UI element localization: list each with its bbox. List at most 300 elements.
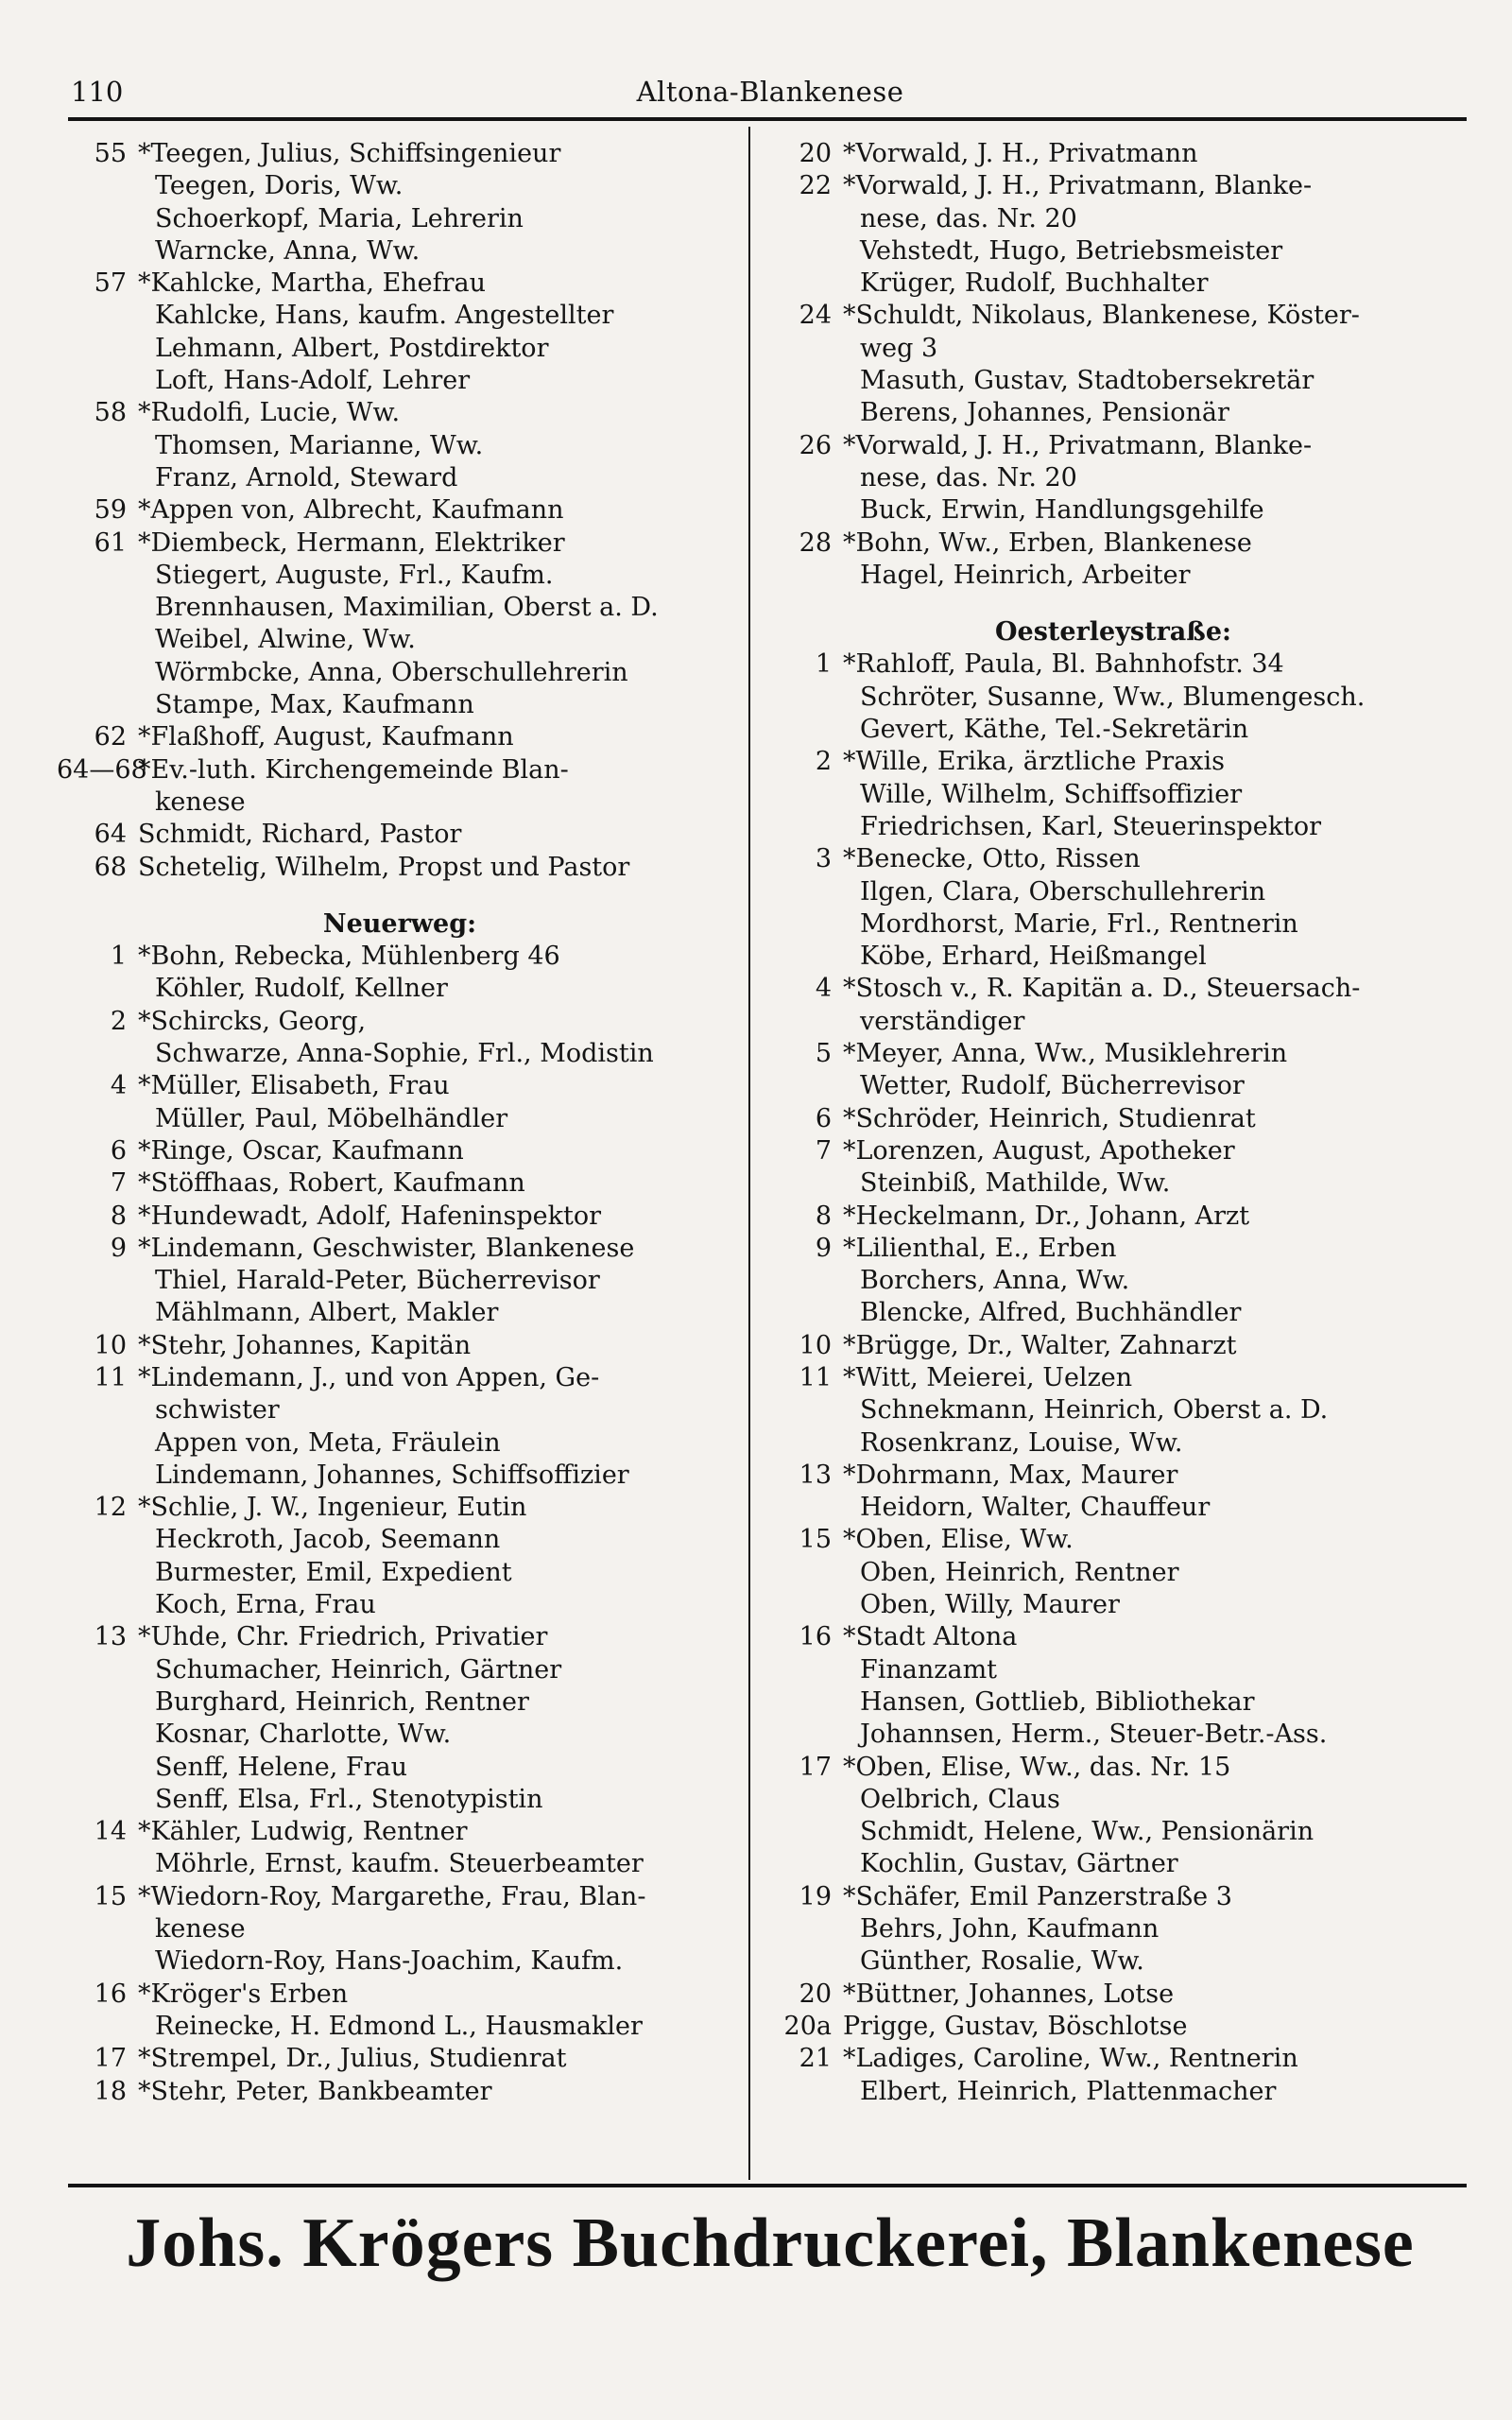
resident-text: Berens, Johannes, Pensionär	[860, 398, 1229, 428]
resident-entry	[764, 1945, 1463, 1978]
resident-text: Oben, Willy, Maurer	[860, 1590, 1120, 1620]
resident-text: Ilgen, Clara, Oberschullehrerin	[860, 876, 1266, 907]
house-number: 14	[94, 1817, 127, 1847]
house-entry	[764, 2043, 1463, 2075]
resident-text: weg 3	[860, 333, 938, 363]
house-number: 13	[799, 1460, 832, 1490]
house-number: 62	[94, 722, 127, 752]
resident-text: Finanzamt	[860, 1654, 998, 1685]
resident-entry	[57, 1913, 743, 1945]
resident-entry	[764, 1070, 1463, 1102]
resident-text: Schoerkopf, Maria, Lehrerin	[155, 203, 524, 233]
house-entry	[57, 754, 743, 786]
house-entry	[764, 1103, 1463, 1135]
street-name: Neuerweg:	[322, 908, 477, 939]
street-heading	[764, 613, 1463, 648]
resident-entry	[764, 941, 1463, 973]
resident-text: Friedrichsen, Karl, Steuerinspektor	[860, 811, 1322, 841]
resident-text: Wiedorn-Roy, Hans-Joachim, Kaufm.	[155, 1946, 624, 1977]
resident-entry	[57, 300, 743, 332]
resident-entry	[57, 365, 743, 397]
resident-text: *Dohrmann, Max, Maurer	[843, 1460, 1178, 1490]
resident-text: *Müller, Elisabeth, Frau	[138, 1071, 450, 1101]
resident-entry	[57, 203, 743, 235]
resident-text: Lehmann, Albert, Postdirektor	[155, 333, 549, 363]
resident-text: Köbe, Erhard, Heißmangel	[860, 942, 1207, 972]
resident-text: Stiegert, Auguste, Frl., Kaufm.	[155, 560, 554, 590]
resident-entry	[57, 1589, 743, 1621]
house-entry	[57, 1979, 743, 2011]
house-number: 61	[94, 527, 127, 558]
resident-entry	[764, 1816, 1463, 1848]
section-gap	[764, 592, 1463, 613]
resident-text: *Kahlcke, Martha, Ehefrau	[138, 268, 487, 299]
house-entry	[764, 1979, 1463, 2011]
resident-text: *Flaßhoff, August, Kaufmann	[138, 722, 514, 752]
resident-text: Burmester, Emil, Expedient	[155, 1557, 512, 1587]
resident-text: Günther, Rosalie, Ww.	[860, 1946, 1144, 1977]
resident-text: Schmidt, Helene, Ww., Pensionärin	[860, 1817, 1314, 1847]
house-number: 15	[799, 1525, 832, 1555]
resident-entry	[764, 1006, 1463, 1038]
house-entry	[764, 170, 1463, 202]
resident-text: *Schlie, J. W., Ingenieur, Eutin	[138, 1493, 527, 1523]
house-entry	[57, 1816, 743, 1848]
resident-text: *Stosch v., R. Kapitän a. D., Steuersach-	[843, 974, 1361, 1004]
resident-text: Schumacher, Heinrich, Gärtner	[155, 1654, 562, 1685]
resident-entry	[57, 462, 743, 494]
resident-entry	[764, 397, 1463, 429]
resident-text: Thomsen, Marianne, Ww.	[155, 430, 484, 460]
resident-entry	[57, 973, 743, 1005]
resident-entry	[764, 779, 1463, 811]
house-number: 3	[815, 844, 832, 874]
house-entry	[764, 527, 1463, 560]
house-number: 1	[110, 942, 127, 972]
resident-text: *Lorenzen, August, Apotheker	[843, 1135, 1235, 1166]
house-entry	[57, 1233, 743, 1265]
resident-text: *Heckelmann, Dr., Johann, Arzt	[843, 1201, 1250, 1231]
house-entry	[764, 1524, 1463, 1556]
house-entry	[764, 648, 1463, 681]
house-entry	[764, 1621, 1463, 1653]
resident-text: Kochlin, Gustav, Gärtner	[860, 1849, 1178, 1879]
resident-text: *Wiedorn-Roy, Margarethe, Frau, Blan-	[138, 1881, 646, 1911]
resident-text: Müller, Paul, Möbelhändler	[155, 1103, 508, 1133]
resident-text: Teegen, Doris, Ww.	[155, 171, 404, 201]
house-entry	[57, 941, 743, 973]
house-entry	[764, 138, 1463, 170]
running-head: Altona-Blankenese	[636, 76, 904, 108]
resident-text: Blencke, Alfred, Buchhändler	[860, 1298, 1242, 1328]
house-number: 11	[799, 1362, 832, 1392]
house-entry	[57, 1492, 743, 1524]
resident-text: Kosnar, Charlotte, Ww.	[155, 1720, 452, 1750]
house-entry	[57, 1330, 743, 1362]
house-number: 18	[94, 2076, 127, 2106]
resident-text: Loft, Hans-Adolf, Lehrer	[155, 366, 471, 396]
resident-text: *Witt, Meierei, Uelzen	[843, 1362, 1133, 1392]
house-number: 19	[799, 1881, 832, 1911]
house-number: 6	[110, 1135, 127, 1166]
resident-entry	[57, 1297, 743, 1329]
house-entry	[764, 1233, 1463, 1265]
resident-text: *Vorwald, J. H., Privatmann	[843, 139, 1198, 168]
house-number: 11	[94, 1362, 127, 1392]
resident-text: *Kröger's Erben	[138, 1979, 349, 2009]
house-entry	[57, 494, 743, 527]
house-entry	[57, 268, 743, 300]
house-number: 28	[799, 527, 832, 558]
resident-text: *Wille, Erika, ärztliche Praxis	[843, 747, 1226, 777]
resident-entry	[57, 1265, 743, 1297]
resident-entry	[764, 1913, 1463, 1945]
resident-text: *Kähler, Ludwig, Rentner	[138, 1817, 468, 1847]
printer-footer: Johs. Krögers Buchdruckerei, Blankenese	[126, 2204, 1415, 2282]
house-number: 7	[110, 1168, 127, 1199]
resident-text: *Schircks, Georg,	[138, 1006, 367, 1036]
resident-text: *Lindemann, J., und von Appen, Ge-	[138, 1362, 600, 1392]
house-entry	[764, 300, 1463, 332]
resident-text: Elbert, Heinrich, Plattenmacher	[860, 2076, 1277, 2106]
house-number: 9	[110, 1233, 127, 1263]
resident-text: *Stehr, Peter, Bankbeamter	[138, 2076, 492, 2106]
resident-text: Kahlcke, Hans, kaufm. Angestellter	[155, 301, 614, 331]
house-entry	[57, 138, 743, 170]
resident-text: *Uhde, Chr. Friedrich, Privatier	[138, 1622, 548, 1652]
resident-text: Lindemann, Johannes, Schiffsoffizier	[155, 1460, 629, 1490]
resident-text: *Rudolfi, Lucie, Ww.	[138, 398, 401, 428]
house-number: 20	[799, 1979, 832, 2009]
resident-text: Warncke, Anna, Ww.	[155, 235, 421, 266]
resident-text: Vehstedt, Hugo, Betriebsmeister	[860, 235, 1283, 266]
house-entry	[57, 2076, 743, 2108]
house-entry	[57, 1006, 743, 1038]
resident-entry	[57, 1752, 743, 1784]
resident-entry	[57, 170, 743, 202]
section-gap	[57, 884, 743, 905]
resident-entry	[57, 592, 743, 624]
resident-entry	[764, 560, 1463, 592]
street-name: Oesterleystraße:	[995, 617, 1231, 648]
resident-text: *Strempel, Dr., Julius, Studienrat	[138, 2044, 567, 2074]
resident-text: Schröter, Susanne, Ww., Blumengesch.	[860, 682, 1366, 712]
house-entry	[764, 1038, 1463, 1070]
resident-text: *Stöffhaas, Robert, Kaufmann	[138, 1168, 525, 1199]
house-entry	[764, 973, 1463, 1005]
right-column	[764, 138, 1463, 2108]
resident-text: *Ladiges, Caroline, Ww., Rentnerin	[843, 2044, 1298, 2074]
resident-text: Hagel, Heinrich, Arbeiter	[860, 560, 1191, 590]
resident-text: *Rahloff, Paula, Bl. Bahnhofstr. 34	[843, 649, 1284, 680]
house-number: 5	[815, 1039, 832, 1069]
resident-text: Wetter, Rudolf, Bücherrevisor	[860, 1071, 1245, 1101]
house-number: 21	[799, 2044, 832, 2074]
resident-text: Appen von, Meta, Fräulein	[155, 1427, 501, 1458]
house-entry	[764, 430, 1463, 462]
house-number: 58	[94, 398, 127, 428]
house-number: 6	[815, 1103, 832, 1133]
resident-entry	[57, 689, 743, 721]
resident-text: *Vorwald, J. H., Privatmann, Blanke-	[843, 171, 1313, 201]
resident-text: Gevert, Käthe, Tel.-Sekretärin	[860, 715, 1249, 745]
resident-text: Möhrle, Ernst, kaufm. Steuerbeamter	[155, 1849, 644, 1879]
resident-entry	[764, 365, 1463, 397]
house-entry	[57, 1362, 743, 1394]
house-number: 2	[110, 1006, 127, 1036]
street-heading	[57, 905, 743, 941]
house-number: 17	[94, 2044, 127, 2074]
house-entry	[57, 1070, 743, 1102]
resident-text: Behrs, John, Kaufmann	[860, 1914, 1160, 1945]
house-entry	[764, 1135, 1463, 1167]
resident-entry	[764, 1654, 1463, 1686]
resident-text: *Schröder, Heinrich, Studienrat	[843, 1103, 1256, 1133]
resident-text: Thiel, Harald-Peter, Bücherrevisor	[155, 1266, 600, 1296]
house-entry	[764, 1460, 1463, 1492]
resident-entry	[57, 1719, 743, 1751]
house-number: 10	[799, 1330, 832, 1360]
resident-text: nese, das. Nr. 20	[860, 462, 1077, 493]
resident-text: Masuth, Gustav, Stadtobersekretär	[860, 366, 1314, 396]
resident-text: Senff, Elsa, Frl., Stenotypistin	[155, 1784, 543, 1814]
resident-entry	[764, 1265, 1463, 1297]
resident-entry	[57, 333, 743, 365]
resident-text: Rosenkranz, Louise, Ww.	[860, 1427, 1183, 1458]
house-entry	[764, 1362, 1463, 1394]
house-number: 2	[815, 747, 832, 777]
house-entry	[57, 1621, 743, 1653]
resident-text: *Bohn, Rebecka, Mühlenberg 46	[138, 942, 560, 972]
resident-text: Mählmann, Albert, Makler	[155, 1298, 499, 1328]
resident-entry	[764, 1297, 1463, 1329]
resident-text: Heckroth, Jacob, Seemann	[155, 1525, 501, 1555]
resident-text: Krüger, Rudolf, Buchhalter	[860, 268, 1209, 299]
house-number: 20a	[783, 2011, 832, 2041]
resident-text: Heidorn, Walter, Chauffeur	[860, 1493, 1211, 1523]
house-entry	[764, 1330, 1463, 1362]
resident-text: Prigge, Gustav, Böschlotse	[843, 2011, 1188, 2041]
resident-text: Weibel, Alwine, Ww.	[155, 625, 416, 655]
resident-text: Schetelig, Wilhelm, Propst und Pastor	[138, 852, 630, 882]
house-number: 55	[94, 139, 127, 168]
resident-entry	[57, 1784, 743, 1816]
house-number: 16	[94, 1979, 127, 2009]
house-number: 17	[799, 1752, 832, 1782]
house-entry	[57, 1135, 743, 1167]
resident-text: Wille, Wilhelm, Schiffsoffizier	[860, 779, 1243, 809]
resident-entry	[764, 1167, 1463, 1200]
house-number: 24	[799, 301, 832, 331]
resident-entry	[57, 1427, 743, 1460]
resident-entry	[57, 786, 743, 819]
resident-text: Senff, Helene, Frau	[155, 1752, 408, 1782]
resident-entry	[764, 1719, 1463, 1751]
resident-text: *Ringe, Oscar, Kaufmann	[138, 1135, 464, 1166]
resident-text: nese, das. Nr. 20	[860, 203, 1077, 233]
resident-entry	[764, 811, 1463, 843]
resident-entry	[57, 1686, 743, 1719]
house-number: 12	[94, 1493, 127, 1523]
resident-entry	[764, 1784, 1463, 1816]
resident-entry	[764, 1589, 1463, 1621]
resident-entry	[764, 333, 1463, 365]
house-number: 13	[94, 1622, 127, 1652]
resident-entry	[57, 657, 743, 689]
resident-text: Buck, Erwin, Handlungsgehilfe	[860, 495, 1264, 526]
house-entry	[764, 2011, 1463, 2043]
house-number: 9	[815, 1233, 832, 1263]
house-number: 1	[815, 649, 832, 680]
house-entry	[764, 746, 1463, 778]
resident-text: Köhler, Rudolf, Kellner	[155, 974, 448, 1004]
house-number: 4	[110, 1071, 127, 1101]
house-entry	[764, 1752, 1463, 1784]
resident-entry	[764, 494, 1463, 527]
resident-entry	[764, 1686, 1463, 1719]
resident-entry	[57, 1460, 743, 1492]
top-rule	[68, 117, 1467, 121]
resident-text: Hansen, Gottlieb, Bibliothekar	[860, 1686, 1255, 1717]
resident-text: *Teegen, Julius, Schiffsingenieur	[138, 139, 561, 168]
house-number: 8	[110, 1201, 127, 1231]
resident-text: Oben, Heinrich, Rentner	[860, 1557, 1179, 1587]
resident-entry	[57, 1394, 743, 1426]
house-number: 10	[94, 1330, 127, 1360]
house-number: 68	[94, 852, 127, 882]
resident-text: *Benecke, Otto, Rissen	[843, 844, 1141, 874]
house-entry	[57, 819, 743, 851]
resident-text: *Büttner, Johannes, Lotse	[843, 1979, 1175, 2009]
resident-text: *Ev.-luth. Kirchengemeinde Blan-	[138, 754, 569, 785]
house-number: 57	[94, 268, 127, 299]
resident-text: *Vorwald, J. H., Privatmann, Blanke-	[843, 430, 1313, 460]
house-number: 15	[94, 1881, 127, 1911]
resident-entry	[57, 1848, 743, 1880]
house-number: 7	[815, 1135, 832, 1166]
column-divider	[748, 127, 750, 2180]
resident-text: *Bohn, Ww., Erben, Blankenese	[843, 527, 1252, 558]
house-entry	[57, 2043, 743, 2075]
resident-text: Johannsen, Herm., Steuer-Betr.-Ass.	[860, 1720, 1328, 1750]
resident-text: *Diembeck, Hermann, Elektriker	[138, 527, 565, 558]
resident-text: Koch, Erna, Frau	[155, 1590, 376, 1620]
resident-text: Burghard, Heinrich, Rentner	[155, 1686, 529, 1717]
resident-entry	[764, 2076, 1463, 2108]
resident-text: Schnekmann, Heinrich, Oberst a. D.	[860, 1395, 1329, 1426]
house-entry	[57, 1201, 743, 1233]
resident-text: Mordhorst, Marie, Frl., Rentnerin	[860, 908, 1298, 939]
resident-text: *Meyer, Anna, Ww., Musiklehrerin	[843, 1039, 1288, 1069]
resident-entry	[764, 235, 1463, 268]
resident-text: *Appen von, Albrecht, Kaufmann	[138, 495, 564, 526]
resident-entry	[57, 624, 743, 656]
house-number: 16	[799, 1622, 832, 1652]
house-entry	[764, 1881, 1463, 1913]
resident-entry	[764, 682, 1463, 714]
resident-entry	[57, 1524, 743, 1556]
resident-text: *Lindemann, Geschwister, Blankenese	[138, 1233, 635, 1263]
house-number: 64	[94, 820, 127, 850]
house-number: 64—68	[57, 754, 147, 785]
left-column	[57, 138, 743, 2108]
resident-entry	[57, 1103, 743, 1135]
resident-entry	[57, 1038, 743, 1070]
house-entry	[57, 852, 743, 884]
resident-entry	[764, 203, 1463, 235]
resident-entry	[764, 876, 1463, 908]
resident-text: Oelbrich, Claus	[860, 1784, 1060, 1814]
resident-entry	[764, 908, 1463, 941]
resident-entry	[764, 1492, 1463, 1524]
resident-text: *Lilienthal, E., Erben	[843, 1233, 1117, 1263]
resident-entry	[57, 2011, 743, 2043]
resident-entry	[57, 1654, 743, 1686]
house-number: 59	[94, 495, 127, 526]
resident-text: Brennhausen, Maximilian, Oberst a. D.	[155, 593, 659, 623]
resident-entry	[764, 268, 1463, 300]
house-number: 26	[799, 430, 832, 460]
resident-text: *Oben, Elise, Ww., das. Nr. 15	[843, 1752, 1231, 1782]
resident-text: schwister	[155, 1395, 280, 1426]
resident-entry	[57, 235, 743, 268]
resident-text: kenese	[155, 1914, 246, 1945]
resident-entry	[764, 1557, 1463, 1589]
resident-text: Schmidt, Richard, Pastor	[138, 820, 462, 850]
bottom-rule	[68, 2184, 1467, 2187]
resident-text: Wörmbcke, Anna, Oberschullehrerin	[155, 657, 628, 687]
house-number: 4	[815, 974, 832, 1004]
house-entry	[764, 1201, 1463, 1233]
page-header	[71, 76, 1469, 115]
resident-text: Reinecke, H. Edmond L., Hausmakler	[155, 2011, 643, 2041]
resident-entry	[57, 1557, 743, 1589]
resident-entry	[764, 462, 1463, 494]
resident-text: Schwarze, Anna-Sophie, Frl., Modistin	[155, 1039, 654, 1069]
house-entry	[57, 527, 743, 560]
resident-entry	[57, 430, 743, 462]
resident-text: *Brügge, Dr., Walter, Zahnarzt	[843, 1330, 1237, 1360]
house-number: 20	[799, 139, 832, 168]
resident-text: Borchers, Anna, Ww.	[860, 1266, 1130, 1296]
house-entry	[764, 843, 1463, 875]
resident-entry	[57, 1945, 743, 1978]
resident-text: *Schuldt, Nikolaus, Blankenese, Köster-	[843, 301, 1360, 331]
house-entry	[57, 397, 743, 429]
house-entry	[57, 721, 743, 753]
resident-entry	[764, 1394, 1463, 1426]
resident-text: Steinbiß, Mathilde, Ww.	[860, 1168, 1171, 1199]
resident-text: *Stehr, Johannes, Kapitän	[138, 1330, 472, 1360]
house-entry	[57, 1881, 743, 1913]
resident-text: *Hundewadt, Adolf, Hafeninspektor	[138, 1201, 601, 1231]
page-number: 110	[71, 76, 124, 108]
resident-text: *Schäfer, Emil Panzerstraße 3	[843, 1881, 1232, 1911]
resident-entry	[764, 1427, 1463, 1460]
resident-text: kenese	[155, 786, 246, 817]
resident-text: Stampe, Max, Kaufmann	[155, 690, 474, 720]
resident-text: verständiger	[860, 1006, 1025, 1036]
resident-text: *Oben, Elise, Ww.	[843, 1525, 1074, 1555]
resident-entry	[764, 714, 1463, 746]
resident-entry	[57, 560, 743, 592]
resident-entry	[764, 1848, 1463, 1880]
house-number: 22	[799, 171, 832, 201]
house-number: 8	[815, 1201, 832, 1231]
resident-text: Franz, Arnold, Steward	[155, 462, 458, 493]
resident-text: *Stadt Altona	[843, 1622, 1018, 1652]
house-entry	[57, 1167, 743, 1200]
